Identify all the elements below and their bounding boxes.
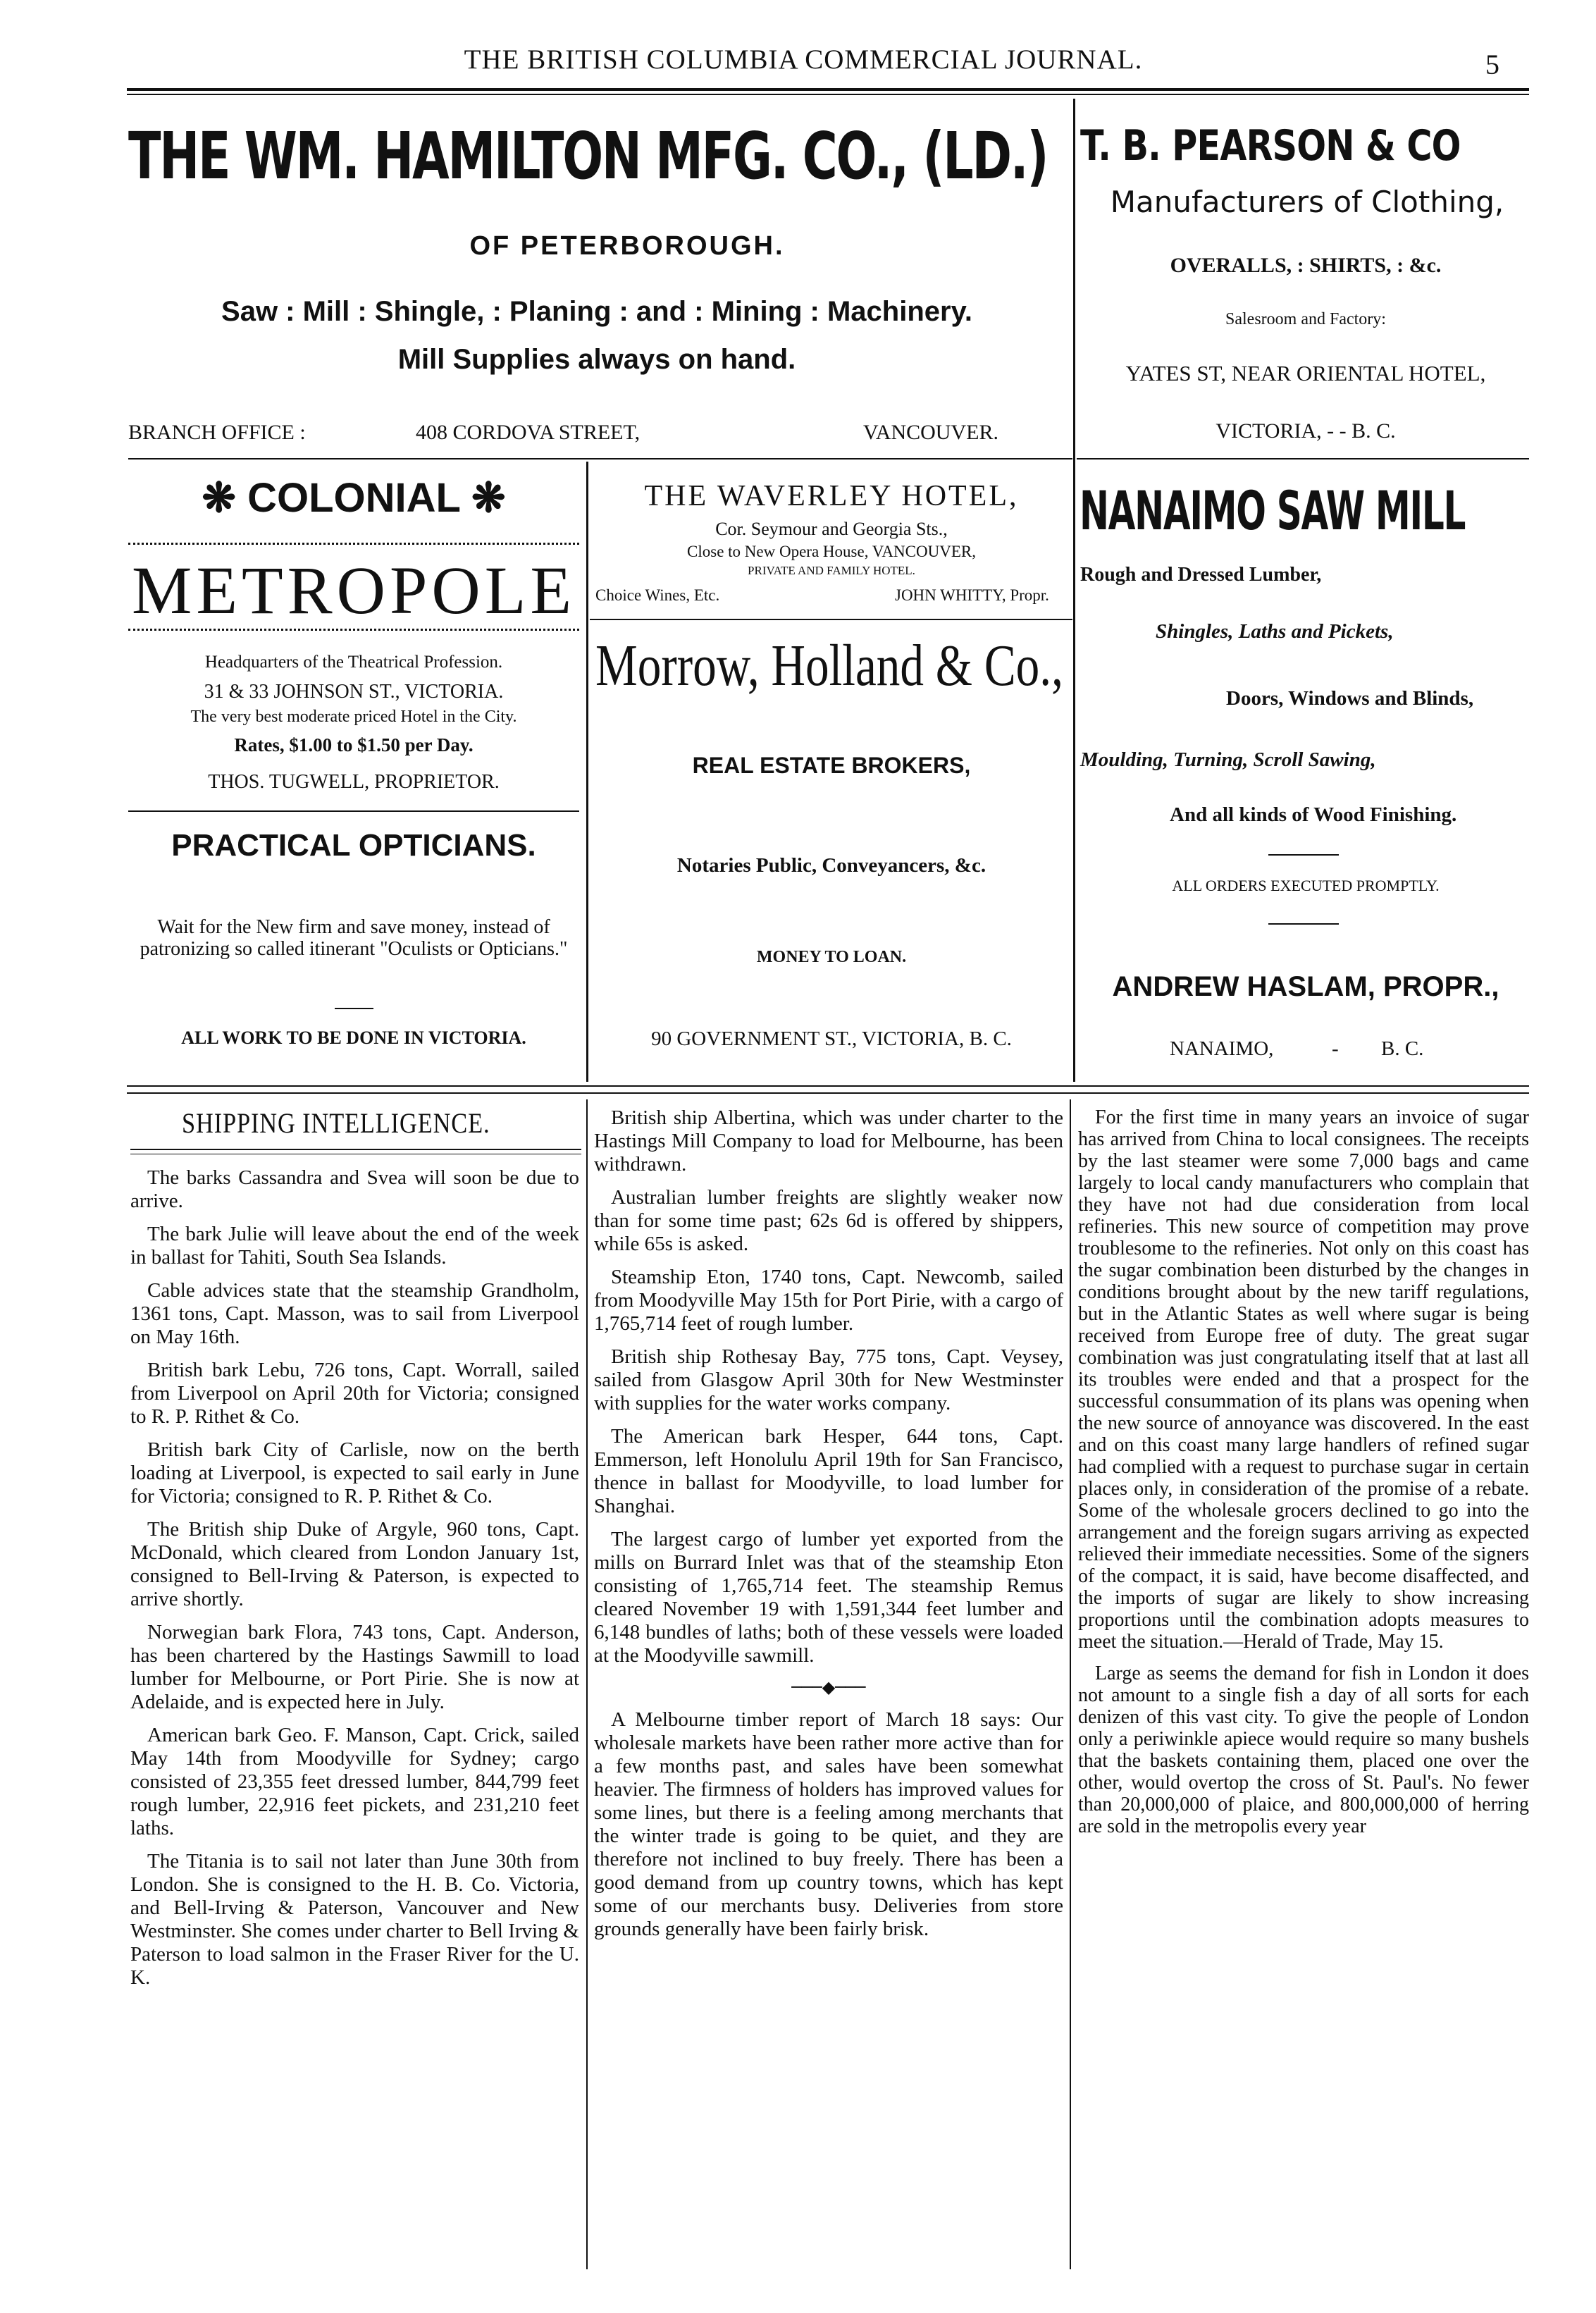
section-rule <box>127 1092 1529 1094</box>
news-item: American bark Geo. F. Manson, Capt. Crick, sailed May 14th from Moodyville for Sydney; cargo consisted of 23,355 feet dressed lumber, 844,799 feet rough lumber, 22,916 feet pickets, and 231,210 feet laths. <box>130 1724 579 1839</box>
hamilton-branch-city: VANCOUVER. <box>863 421 998 444</box>
dotted-rule <box>128 629 579 632</box>
shipping-column-2 <box>594 1106 1063 1951</box>
news-item: The largest cargo of lumber yet exported from the mills on Burrard Inlet was that of the steamship Eton consisting of 1,765,714 feet. The steamship Remus cleared November 19 with 1,591,344 feet lumber and 6,148 bundles of laths; both of these vessels were loaded at the Moodyville sawmill. <box>594 1528 1063 1667</box>
column-divider <box>1073 99 1075 1082</box>
waverley-line4: Choice Wines, Etc. <box>595 586 720 604</box>
morrow-name: Morrow, Holland & Co., <box>595 633 1063 698</box>
waverley-line3: PRIVATE AND FAMILY HOTEL. <box>748 564 915 577</box>
pearson-line4: YATES ST, NEAR ORIENTAL HOTEL, <box>1125 361 1486 386</box>
masthead-rule <box>127 88 1529 91</box>
news-item: A Melbourne timber report of March 18 says: Our wholesale markets have been rather more active than for a few months past, and sales have been somewhat heavier. The firmness of holders has improved values for some lines, but there is a feeling among merchants that the winter trade is going to be quiet, and they are therefore not inclined to buy freely. There has been a good demand from up country towns, which has kept some of our merchants busy. Deliveries from store grounds generally have been fairly brisk. <box>594 1708 1063 1940</box>
news-item: The American bark Hesper, 644 tons, Capt. Emmerson, left Honolulu April 19th for San Francisco, thence in ballast for Moodyville, to load lumber for Shanghai. <box>594 1425 1063 1517</box>
nanaimo-name: NANAIMO SAW MILL <box>1080 479 1466 542</box>
column-divider <box>1070 1099 1071 2269</box>
opticians-body: Wait for the New firm and save money, instead of patronizing so called itinerant "Oculists or Opticians." <box>140 916 568 960</box>
colonial-heading-text: COLONIAL <box>247 475 460 521</box>
colonial-line3: The very best moderate priced Hotel in the City. <box>190 708 517 726</box>
separator-ornament: ───◆─── <box>791 1677 866 1697</box>
morrow-line1: REAL ESTATE BROKERS, <box>692 753 971 778</box>
shipping-column-1 <box>130 1166 579 1999</box>
waverley-line1: Cor. Seymour and Georgia Sts., <box>715 519 948 539</box>
hamilton-supplies: Mill Supplies always on hand. <box>397 344 796 375</box>
hamilton-branch-address: 408 CORDOVA STREET, <box>416 421 641 444</box>
nanaimo-province: B. C. <box>1381 1037 1424 1060</box>
heading-rule <box>130 1149 581 1150</box>
pearson-name: T. B. PEARSON & CO <box>1080 121 1461 171</box>
short-rule <box>1268 923 1339 925</box>
news-item: Cable advices state that the steamship Grandholm, 1361 tons, Capt. Masson, was to sail from Liverpool on May 16th. <box>130 1279 579 1348</box>
ad-rule <box>1077 458 1529 459</box>
nanaimo-line4: Moulding, Turning, Scroll Sawing, <box>1080 748 1376 771</box>
pearson-line1: Manufacturers of Clothing, <box>1110 185 1504 219</box>
short-rule <box>1268 854 1339 856</box>
masthead-title: THE BRITISH COLUMBIA COMMERCIAL JOURNAL. <box>464 44 1143 75</box>
news-item: For the first time in many years an invoice of sugar has arrived from China to local consignees. The receipts by the last steamer were some 7,000 bags and came largely to local candy manufacturers who complain that they have not had due consideration from local refineries. This new source of competition may prove troublesome to the refineries. Not only on this coast has the sugar combination been disturbed by the changes in conditions brought about by the new tariff regulations, but in the Atlantic States as well where sugar is being received from Europe free of duty. The great sugar combination was just congratulating itself that at last all its troubles were ended and that a prospect for the successful consummation of its plans was opening when the new source of annoyance was discovered. In the east and on this coast many large handlers of refined sugar had complied with a request to purchase sugar in certain places only, in consideration of the promise of a rebate. Some of the wholesale grocers declined to go into the arrangement and the foreign sugars arriving as expected relieved their immediate necessities. Some of the signers of the compact, it is said, have become disaffected, and the imports of sugar are likely to show increasing proportions until the combination adopts measures to meet the situation.—Herald of Trade, May 15. <box>1078 1106 1529 1653</box>
nanaimo-line3: Doors, Windows and Blinds, <box>1226 687 1474 710</box>
dotted-rule <box>128 543 579 546</box>
news-item: The bark Julie will leave about the end of the week in ballast for Tahiti, South Sea Islands. <box>130 1223 579 1269</box>
hamilton-name: THE WM. HAMILTON MFG. CO., (LD.) <box>128 118 1048 194</box>
ad-rule <box>128 458 1072 459</box>
news-item: The barks Cassandra and Svea will soon be due to arrive. <box>130 1166 579 1212</box>
morrow-address: 90 GOVERNMENT ST., VICTORIA, B. C. <box>651 1028 1012 1050</box>
masthead-rule-thin <box>127 94 1529 95</box>
opticians-footer: ALL WORK TO BE DONE IN VICTORIA. <box>181 1028 526 1048</box>
hamilton-city: OF PETERBOROUGH. <box>469 231 785 261</box>
colonial-line5: THOS. TUGWELL, PROPRIETOR. <box>208 771 500 793</box>
morrow-line3: MONEY TO LOAN. <box>756 948 907 966</box>
colonial-name: METROPOLE <box>132 553 576 628</box>
nanaimo-line2: Shingles, Laths and Pickets, <box>1156 620 1394 643</box>
pearson-line3: Salesroom and Factory: <box>1225 310 1386 328</box>
ornament-icon: ❋ <box>459 475 506 521</box>
nanaimo-line1: Rough and Dressed Lumber, <box>1080 564 1322 586</box>
morrow-line2: Notaries Public, Conveyancers, &c. <box>676 854 986 877</box>
news-item: Steamship Eton, 1740 tons, Capt. Newcomb, sailed from Moodyville May 15th for Port Pirie, with a cargo of 1,765,714 feet of rough lumber. <box>594 1266 1063 1335</box>
nanaimo-proprietor: ANDREW HASLAM, PROPR., <box>1112 971 1499 1002</box>
shipping-column-3 <box>1078 1106 1529 1847</box>
nanaimo-city: NANAIMO, <box>1170 1037 1274 1060</box>
nanaimo-dash: - <box>1332 1037 1339 1060</box>
news-item: British bark Lebu, 726 tons, Capt. Worrall, sailed from Liverpool on April 20th for Victoria; consigned to R. P. Rithet & Co. <box>130 1359 579 1428</box>
waverley-line2: Close to New Opera House, VANCOUVER, <box>687 543 976 560</box>
waverley-name: THE WAVERLEY HOTEL, <box>644 480 1019 512</box>
nanaimo-line6: ALL ORDERS EXECUTED PROMPTLY. <box>1172 877 1440 894</box>
news-item: The British ship Duke of Argyle, 960 tons, Capt. McDonald, which cleared from London January 1st, consigned to Bell-Irving & Paterson, is expected to arrive shortly. <box>130 1518 579 1610</box>
opticians-heading: PRACTICAL OPTICIANS. <box>171 828 536 863</box>
news-item: Australian lumber freights are slightly weaker now than for some time past; 62s 6d is offered by shippers, while 65s is asked. <box>594 1186 1063 1255</box>
news-item: British bark City of Carlisle, now on the berth loading at Liverpool, is expected to sail early in June for Victoria; consigned to R. P. Rithet & Co. <box>130 1438 579 1507</box>
shipping-heading: SHIPPING INTELLIGENCE. <box>182 1107 490 1139</box>
ornament-icon: ❋ <box>202 475 248 521</box>
short-rule <box>335 1008 373 1009</box>
nanaimo-line5: And all kinds of Wood Finishing. <box>1170 803 1457 826</box>
colonial-line1: Headquarters of the Theatrical Profession. <box>204 653 503 672</box>
news-item: Large as seems the demand for fish in London it does not amount to a single fish a day of all sorts for each denizen of this vast city. To give the people of London only a periwinkle apiece would require so many bushels that the baskets containing them, placed one over the other, would overtop the cross of St. Paul's. No fewer than 20,000,000 of plaice, and 800,000,000 of herring are sold in the metropolis every year <box>1078 1663 1529 1837</box>
page-number: 5 <box>1485 49 1499 80</box>
ad-rule <box>590 619 1072 620</box>
news-item: The Titania is to sail not later than June 30th from London. She is consigned to the H. B. Co. Victoria, and Bell-Irving & Paterson, Vancouver and New Westminster. She comes under charter to Bell Irving & Paterson to load salmon in the Fraser River for the U. K. <box>130 1850 579 1989</box>
news-item: British ship Rothesay Bay, 775 tons, Capt. Veysey, sailed from Glasgow April 30th for New Westminster with supplies for the water works company. <box>594 1345 1063 1414</box>
hamilton-branch-label: BRANCH OFFICE : <box>128 421 306 444</box>
ad-rule <box>128 810 579 812</box>
news-item: British ship Albertina, which was under charter to the Hastings Mill Company to load for Melbourne, has been withdrawn. <box>594 1106 1063 1176</box>
hamilton-machinery: Saw : Mill : Shingle, : Planing : and : Mining : Machinery. <box>221 296 972 327</box>
news-item: Norwegian bark Flora, 743 tons, Capt. Anderson, has been chartered by the Hastings Sawmill to load lumber for Melbourne, or Port Pirie. She is now at Adelaide, and is expected here in July. <box>130 1621 579 1713</box>
colonial-line2: 31 & 33 JOHNSON ST., VICTORIA. <box>204 681 504 703</box>
colonial-line4: Rates, $1.00 to $1.50 per Day. <box>234 734 474 755</box>
waverley-line5: JOHN WHITTY, Propr. <box>895 586 1049 604</box>
pearson-line5: VICTORIA, - - B. C. <box>1215 419 1396 443</box>
column-divider <box>586 462 588 1082</box>
pearson-line2: OVERALLS, : SHIRTS, : &c. <box>1170 254 1442 277</box>
section-rule <box>127 1085 1529 1087</box>
column-divider <box>586 1099 588 2269</box>
colonial-heading <box>128 474 579 522</box>
